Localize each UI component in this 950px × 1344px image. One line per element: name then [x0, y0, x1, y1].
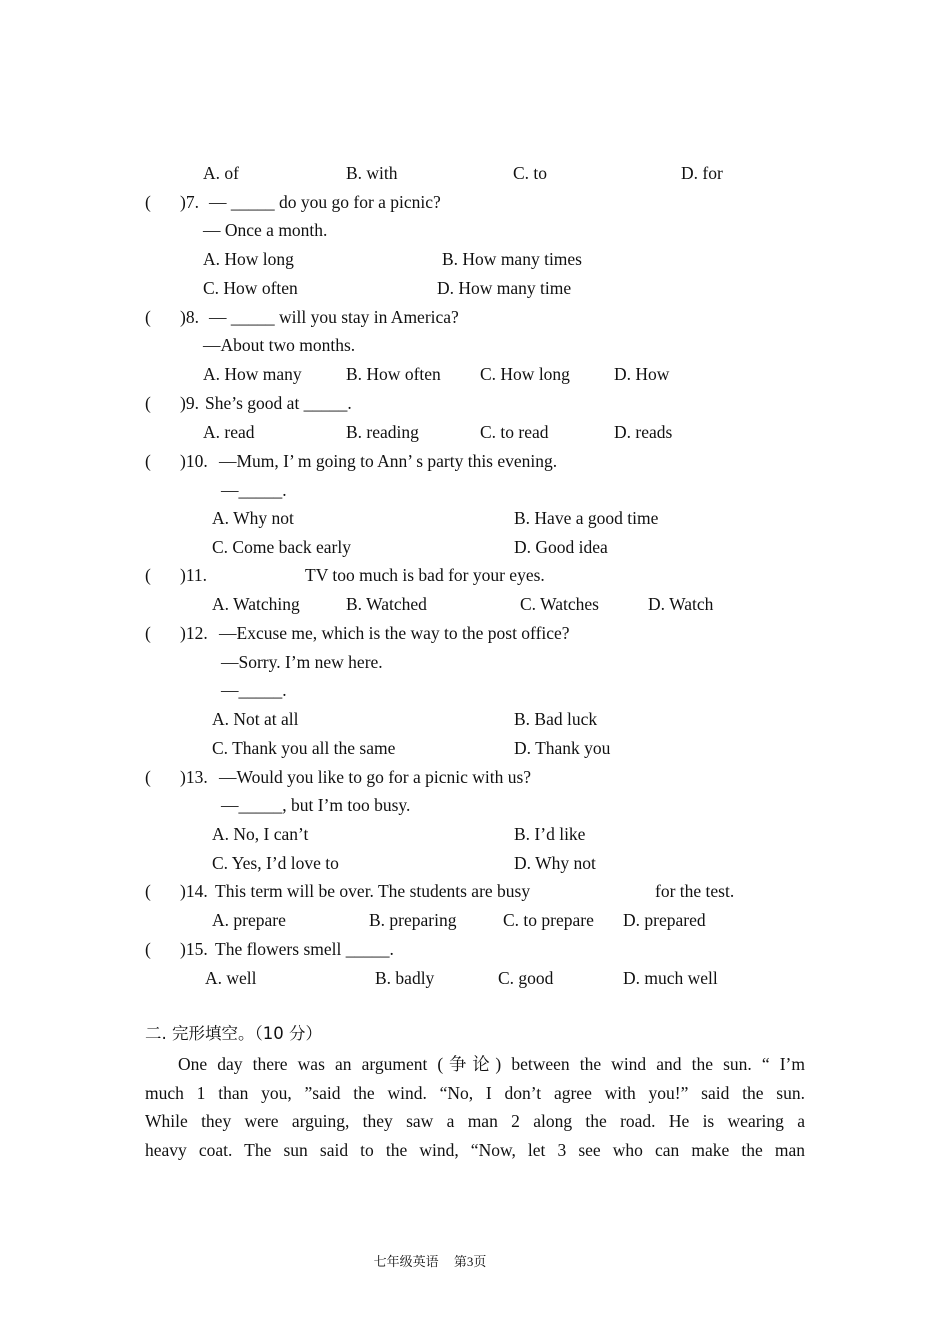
q9-option-c: C. to read — [480, 422, 549, 442]
q15-answer-bracket: ( — [145, 939, 151, 959]
q7-stem: — _____ do you go for a picnic? — [209, 192, 441, 212]
q7-answer-bracket: ( — [145, 192, 151, 212]
q14-option-c: C. to prepare — [503, 910, 594, 930]
q15-option-c: C. good — [498, 968, 554, 988]
q6-option-a: A. of — [203, 163, 239, 183]
q10-number: )10. — [180, 451, 208, 471]
page-footer — [0, 1251, 860, 1270]
q11-stem: TV too much is bad for your eyes. — [305, 565, 545, 585]
q8-number: )8. — [180, 307, 199, 327]
q10-option-b: B. Have a good time — [514, 508, 659, 528]
q13-option-a: A. No, I can’t — [212, 824, 309, 844]
q14-stem-end: for the test. — [655, 881, 735, 901]
q12-dialogue-line2: —Sorry. I’m new here. — [221, 652, 383, 672]
q13-dialogue-answer: —_____, but I’m too busy. — [221, 795, 411, 815]
q11-option-c: C. Watches — [520, 594, 599, 614]
q14-option-d: D. prepared — [623, 910, 706, 930]
q15-option-b: B. badly — [375, 968, 435, 988]
q14-stem: This term will be over. The students are busy — [215, 881, 531, 901]
q15-number: )15. — [180, 939, 208, 959]
q11-option-d: D. Watch — [648, 594, 714, 614]
q11-option-b: B. Watched — [346, 594, 427, 614]
q10-answer-bracket: ( — [145, 451, 151, 471]
footer-page-number: 第3页 — [453, 1254, 487, 1269]
q12-option-c: C. Thank you all the same — [212, 738, 396, 758]
q15-option-d: D. much well — [623, 968, 718, 988]
q8-answer-bracket: ( — [145, 307, 151, 327]
q8-dialogue-answer: —About two months. — [203, 335, 356, 355]
q7-number: )7. — [180, 192, 199, 212]
q9-option-a: A. read — [203, 422, 255, 442]
q11-option-a: A. Watching — [212, 594, 300, 614]
q14-option-a: A. prepare — [212, 910, 286, 930]
section-title-cloze: 二. 完形填空。（10 分） — [145, 1024, 322, 1043]
q14-option-b: B. preparing — [369, 910, 457, 930]
q9-option-d: D. reads — [614, 422, 673, 442]
q12-answer-bracket: ( — [145, 623, 151, 643]
q13-answer-bracket: ( — [145, 767, 151, 787]
q10-dialogue-answer: —_____. — [221, 480, 287, 500]
cloze-paragraph-line-3: While they were arguing, they saw a man 2 along the road. He is wearing a — [145, 1111, 805, 1131]
q7-dialogue-answer: — Once a month. — [203, 220, 328, 240]
footer-subject: 七年级英语 — [373, 1254, 439, 1269]
q12-stem: —Excuse me, which is the way to the post office? — [219, 623, 570, 643]
q9-answer-bracket: ( — [145, 393, 151, 413]
q12-option-b: B. Bad luck — [514, 709, 598, 729]
q12-number: )12. — [180, 623, 208, 643]
q13-option-d: D. Why not — [514, 853, 596, 873]
q11-number: )11. — [180, 565, 208, 585]
q10-option-d: D. Good idea — [514, 537, 608, 557]
q13-option-c: C. Yes, I’d love to — [212, 853, 339, 873]
q10-option-c: C. Come back early — [212, 537, 351, 557]
q8-stem: — _____ will you stay in America? — [209, 307, 459, 327]
q9-stem: She’s good at _____. — [205, 393, 352, 413]
q7-option-b: B. How many times — [442, 249, 582, 269]
q7-option-d: D. How many time — [437, 278, 572, 298]
cloze-paragraph-line-1: One day there was an argument (争论) between the wind and the sun. “ I’m — [178, 1054, 805, 1074]
q13-option-b: B. I’d like — [514, 824, 586, 844]
q6-option-b: B. with — [346, 163, 398, 183]
q8-option-d: D. How — [614, 364, 670, 384]
q6-option-d: D. for — [681, 163, 723, 183]
q9-option-b: B. reading — [346, 422, 419, 442]
q10-stem: —Mum, I’ m going to Ann’ s party this evening. — [219, 451, 558, 471]
q8-option-b: B. How often — [346, 364, 441, 384]
cloze-paragraph-line-4: heavy coat. The sun said to the wind, “Now, let 3 see who can make the man — [145, 1140, 805, 1160]
q10-option-a: A. Why not — [212, 508, 294, 528]
cloze-paragraph-line-2: much 1 than you, ”said the wind. “No, I don’t agree with you!” said the sun. — [145, 1083, 805, 1103]
q12-dialogue-answer: —_____. — [221, 680, 287, 700]
q8-option-c: C. How long — [480, 364, 570, 384]
q8-option-a: A. How many — [203, 364, 302, 384]
q14-number: )14. — [180, 881, 208, 901]
q7-option-a: A. How long — [203, 249, 294, 269]
q6-option-c: C. to — [513, 163, 548, 183]
q11-answer-bracket: ( — [145, 565, 151, 585]
q7-option-c: C. How often — [203, 278, 298, 298]
q15-stem: The flowers smell _____. — [215, 939, 394, 959]
q13-number: )13. — [180, 767, 208, 787]
q12-option-a: A. Not at all — [212, 709, 299, 729]
q12-option-d: D. Thank you — [514, 738, 611, 758]
q14-answer-bracket: ( — [145, 881, 151, 901]
q9-number: )9. — [180, 393, 199, 413]
q15-option-a: A. well — [205, 968, 257, 988]
q13-stem: —Would you like to go for a picnic with us? — [219, 767, 532, 787]
